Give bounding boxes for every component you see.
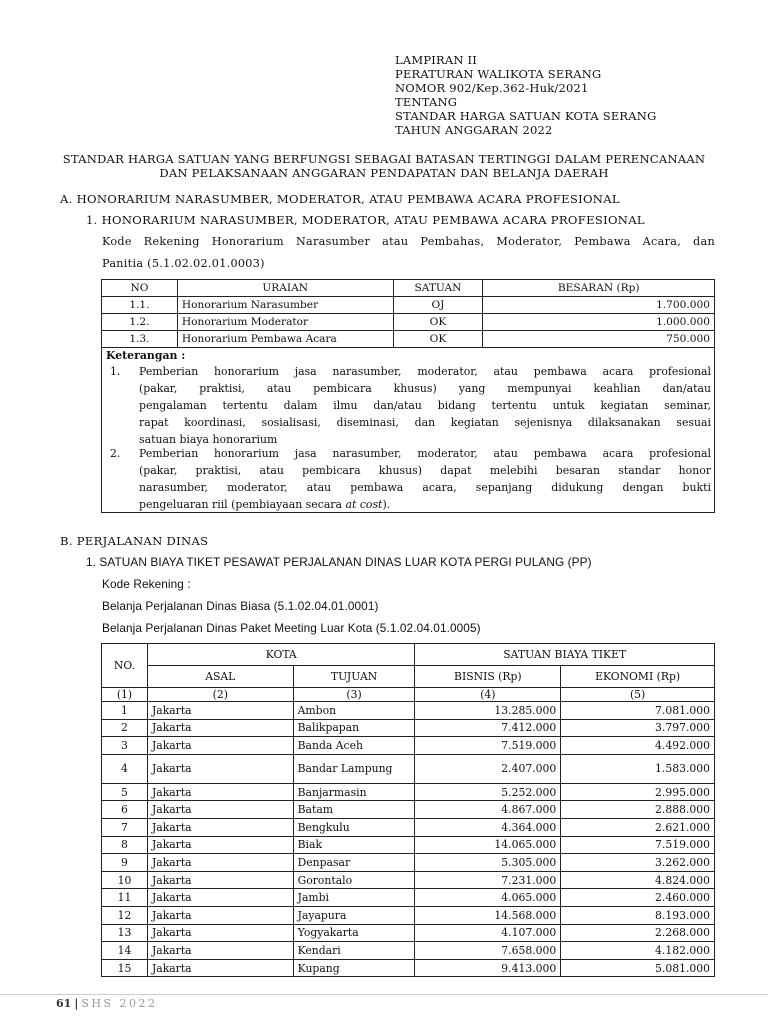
cell-no: 1.1. bbox=[102, 297, 178, 314]
table-row bbox=[102, 942, 715, 960]
cell-uraian: Honorarium Pembawa Acara bbox=[177, 331, 393, 348]
cell-ekonomi: 7.081.000 bbox=[561, 702, 715, 720]
cell-ekonomi: 2.268.000 bbox=[561, 924, 715, 942]
cell-bisnis: 5.252.000 bbox=[415, 783, 561, 801]
cell-asal: Jakarta bbox=[147, 702, 293, 720]
keterangan-line: (pakar, praktisi, atau pembicara khusus) dapat melebihi besaran standar honor bbox=[139, 464, 711, 477]
cell-satuan: OK bbox=[393, 314, 483, 331]
cell-ekonomi: 2.995.000 bbox=[561, 783, 715, 801]
cell-ekonomi: 1.583.000 bbox=[561, 754, 715, 783]
cell-asal: Jakarta bbox=[147, 719, 293, 737]
header-standar: STANDAR HARGA SATUAN KOTA SERANG bbox=[395, 109, 657, 123]
cell-asal: Jakarta bbox=[147, 783, 293, 801]
table-row bbox=[102, 702, 715, 720]
cell-no: 1.2. bbox=[102, 314, 178, 331]
header-asal: ASAL bbox=[147, 666, 293, 688]
keterangan-line: narasumber, moderator, atau pembawa acara, sepanjang didukung dengan bukti bbox=[139, 481, 711, 494]
header-satuan: SATUAN bbox=[393, 280, 483, 297]
table-row bbox=[102, 737, 715, 755]
cell-tujuan: Kendari bbox=[293, 942, 415, 960]
header-besaran: BESARAN (Rp) bbox=[483, 280, 715, 297]
cell-no: 9 bbox=[102, 854, 148, 872]
keterangan-num: 2. bbox=[110, 447, 121, 460]
header-tujuan: TUJUAN bbox=[293, 666, 415, 688]
cell-besaran: 1.000.000 bbox=[483, 314, 715, 331]
keterangan-line: rapat koordinasi, sosialisasi, diseminasi, dan kegiatan sejenisnya dilaksanakan sesuai bbox=[139, 416, 711, 429]
cell-no: 1.3. bbox=[102, 331, 178, 348]
cell-bisnis: 7.231.000 bbox=[415, 871, 561, 889]
cell-asal: Jakarta bbox=[147, 906, 293, 924]
table-row bbox=[102, 783, 715, 801]
table-header-row bbox=[102, 280, 715, 297]
colnum: (4) bbox=[415, 688, 561, 702]
cell-bisnis: 7.658.000 bbox=[415, 942, 561, 960]
cell-ekonomi: 2.888.000 bbox=[561, 801, 715, 819]
cell-no: 14 bbox=[102, 942, 148, 960]
cell-besaran: 1.700.000 bbox=[483, 297, 715, 314]
keterangan-text: pengeluaran riil (pembiayaan secara bbox=[139, 498, 346, 511]
keterangan-box bbox=[101, 348, 715, 513]
cell-uraian: Honorarium Narasumber bbox=[177, 297, 393, 314]
cell-no: 15 bbox=[102, 959, 148, 977]
table-subheader-row bbox=[102, 666, 715, 688]
section-a-subheading: 1. HONORARIUM NARASUMBER, MODERATOR, ATAU PEMBAWA ACARA PROFESIONAL bbox=[86, 213, 645, 227]
footer-divider bbox=[0, 994, 768, 995]
page-number: 61 bbox=[56, 997, 72, 1010]
cell-asal: Jakarta bbox=[147, 889, 293, 907]
cell-tujuan: Jambi bbox=[293, 889, 415, 907]
cell-tujuan: Bengkulu bbox=[293, 818, 415, 836]
cell-no: 4 bbox=[102, 754, 148, 783]
cell-tujuan: Biak bbox=[293, 836, 415, 854]
cell-bisnis: 4.364.000 bbox=[415, 818, 561, 836]
cell-ekonomi: 7.519.000 bbox=[561, 836, 715, 854]
keterangan-line: satuan biaya honorarium bbox=[139, 433, 278, 446]
cell-asal: Jakarta bbox=[147, 836, 293, 854]
cell-bisnis: 7.412.000 bbox=[415, 719, 561, 737]
cell-no: 2 bbox=[102, 719, 148, 737]
cell-no: 12 bbox=[102, 906, 148, 924]
cell-bisnis: 7.519.000 bbox=[415, 737, 561, 755]
header-satuan-biaya: SATUAN BIAYA TIKET bbox=[415, 644, 715, 666]
cell-ekonomi: 3.262.000 bbox=[561, 854, 715, 872]
cell-tujuan: Kupang bbox=[293, 959, 415, 977]
cell-no: 5 bbox=[102, 783, 148, 801]
keterangan-num: 1. bbox=[110, 365, 121, 378]
cell-tujuan: Batam bbox=[293, 801, 415, 819]
header-no: NO bbox=[102, 280, 178, 297]
keterangan-title: Keterangan : bbox=[106, 349, 186, 362]
header-lampiran: LAMPIRAN II bbox=[395, 53, 477, 67]
cell-asal: Jakarta bbox=[147, 801, 293, 819]
cell-tujuan: Banjarmasin bbox=[293, 783, 415, 801]
cell-no: 8 bbox=[102, 836, 148, 854]
header-uraian: URAIAN bbox=[177, 280, 393, 297]
table-row bbox=[102, 818, 715, 836]
cell-bisnis: 4.867.000 bbox=[415, 801, 561, 819]
cell-bisnis: 4.065.000 bbox=[415, 889, 561, 907]
cell-besaran: 750.000 bbox=[483, 331, 715, 348]
cell-tujuan: Balikpapan bbox=[293, 719, 415, 737]
keterangan-line: (pakar, praktisi, atau pembicara khusus) yang mempunyai keahlian dan/atau bbox=[139, 382, 711, 395]
colnum: (2) bbox=[147, 688, 293, 702]
cell-ekonomi: 5.081.000 bbox=[561, 959, 715, 977]
cell-tujuan: Bandar Lampung bbox=[293, 754, 415, 783]
cell-no: 3 bbox=[102, 737, 148, 755]
keterangan-line: pengalaman tertentu dalam ilmu dan/atau bidang tertentu untuk kegiatan seminar, bbox=[139, 399, 711, 412]
cell-no: 10 bbox=[102, 871, 148, 889]
cell-tujuan: Jayapura bbox=[293, 906, 415, 924]
cell-bisnis: 9.413.000 bbox=[415, 959, 561, 977]
table-row bbox=[102, 959, 715, 977]
cell-bisnis: 4.107.000 bbox=[415, 924, 561, 942]
cell-no: 7 bbox=[102, 818, 148, 836]
table-row bbox=[102, 719, 715, 737]
document-title-line2: DAN PELAKSANAAN ANGGARAN PENDAPATAN DAN BELANJA DAERAH bbox=[159, 166, 609, 180]
cell-asal: Jakarta bbox=[147, 818, 293, 836]
tiket-pesawat-table bbox=[101, 643, 715, 977]
footer-label: SHS 2022 bbox=[81, 997, 158, 1010]
cell-no: 11 bbox=[102, 889, 148, 907]
table-row bbox=[102, 297, 715, 314]
table-header-row bbox=[102, 644, 715, 666]
cell-ekonomi: 2.621.000 bbox=[561, 818, 715, 836]
table-row bbox=[102, 314, 715, 331]
kode-rekening-biasa: Belanja Perjalanan Dinas Biasa (5.1.02.04.01.0001) bbox=[102, 599, 379, 613]
section-a-heading: A. HONORARIUM NARASUMBER, MODERATOR, ATAU PEMBAWA ACARA PROFESIONAL bbox=[60, 192, 620, 206]
table-row bbox=[102, 871, 715, 889]
cell-asal: Jakarta bbox=[147, 737, 293, 755]
keterangan-line: Pemberian honorarium jasa narasumber, moderator, atau pembawa acara profesional bbox=[139, 365, 711, 378]
header-nomor: NOMOR 902/Kep.362-Huk/2021 bbox=[395, 81, 589, 95]
table-row bbox=[102, 924, 715, 942]
cell-tujuan: Banda Aceh bbox=[293, 737, 415, 755]
cell-tujuan: Yogyakarta bbox=[293, 924, 415, 942]
header-tahun: TAHUN ANGGARAN 2022 bbox=[395, 123, 553, 137]
document-title-line1: STANDAR HARGA SATUAN YANG BERFUNGSI SEBAGAI BATASAN TERTINGGI DALAM PERENCANAAN bbox=[62, 152, 706, 166]
table-row bbox=[102, 331, 715, 348]
cell-bisnis: 13.285.000 bbox=[415, 702, 561, 720]
cell-ekonomi: 4.492.000 bbox=[561, 737, 715, 755]
table-row bbox=[102, 889, 715, 907]
cell-asal: Jakarta bbox=[147, 942, 293, 960]
cell-asal: Jakarta bbox=[147, 871, 293, 889]
cell-asal: Jakarta bbox=[147, 854, 293, 872]
cell-no: 13 bbox=[102, 924, 148, 942]
tiket-table-body bbox=[102, 702, 715, 977]
header-no: NO. bbox=[102, 644, 148, 688]
kode-rekening-line1: Kode Rekening Honorarium Narasumber atau Pembahas, Moderator, Pembawa Acara, dan bbox=[102, 235, 715, 248]
cell-ekonomi: 2.460.000 bbox=[561, 889, 715, 907]
kode-rekening-label: Kode Rekening : bbox=[102, 577, 191, 591]
cell-asal: Jakarta bbox=[147, 959, 293, 977]
cell-bisnis: 14.568.000 bbox=[415, 906, 561, 924]
colnum: (5) bbox=[561, 688, 715, 702]
cell-bisnis: 14.065.000 bbox=[415, 836, 561, 854]
section-b-heading: B. PERJALANAN DINAS bbox=[60, 534, 209, 548]
keterangan-italic: at cost bbox=[345, 498, 383, 511]
cell-asal: Jakarta bbox=[147, 924, 293, 942]
table-row bbox=[102, 906, 715, 924]
kode-rekening-paket: Belanja Perjalanan Dinas Paket Meeting Luar Kota (5.1.02.04.01.0005) bbox=[102, 621, 481, 635]
cell-satuan: OJ bbox=[393, 297, 483, 314]
cell-ekonomi: 4.824.000 bbox=[561, 871, 715, 889]
table-row bbox=[102, 854, 715, 872]
table-row bbox=[102, 754, 715, 783]
cell-bisnis: 2.407.000 bbox=[415, 754, 561, 783]
cell-tujuan: Denpasar bbox=[293, 854, 415, 872]
cell-tujuan: Ambon bbox=[293, 702, 415, 720]
header-ekonomi: EKONOMI (Rp) bbox=[561, 666, 715, 688]
honorarium-table bbox=[101, 279, 715, 348]
section-b-subheading: 1. SATUAN BIAYA TIKET PESAWAT PERJALANAN DINAS LUAR KOTA PERGI PULANG (PP) bbox=[86, 555, 592, 569]
keterangan-line: Pemberian honorarium jasa narasumber, moderator, atau pembawa acara profesional bbox=[139, 447, 711, 460]
kode-rekening-line2: Panitia (5.1.02.02.01.0003) bbox=[102, 257, 265, 270]
cell-asal: Jakarta bbox=[147, 754, 293, 783]
keterangan-line bbox=[139, 496, 711, 513]
cell-tujuan: Gorontalo bbox=[293, 871, 415, 889]
cell-no: 6 bbox=[102, 801, 148, 819]
cell-bisnis: 5.305.000 bbox=[415, 854, 561, 872]
header-tentang: TENTANG bbox=[395, 95, 458, 109]
table-row bbox=[102, 836, 715, 854]
table-row bbox=[102, 801, 715, 819]
cell-no: 1 bbox=[102, 702, 148, 720]
header-kota: KOTA bbox=[147, 644, 415, 666]
cell-ekonomi: 8.193.000 bbox=[561, 906, 715, 924]
colnum: (1) bbox=[102, 688, 148, 702]
header-bisnis: BISNIS (Rp) bbox=[415, 666, 561, 688]
cell-ekonomi: 4.182.000 bbox=[561, 942, 715, 960]
keterangan-text: ). bbox=[382, 498, 391, 511]
column-number-row bbox=[102, 688, 715, 702]
header-peraturan: PERATURAN WALIKOTA SERANG bbox=[395, 67, 602, 81]
cell-ekonomi: 3.797.000 bbox=[561, 719, 715, 737]
cell-uraian: Honorarium Moderator bbox=[177, 314, 393, 331]
colnum: (3) bbox=[293, 688, 415, 702]
footer-separator: | bbox=[74, 997, 79, 1010]
page-footer bbox=[56, 997, 157, 1010]
cell-satuan: OK bbox=[393, 331, 483, 348]
